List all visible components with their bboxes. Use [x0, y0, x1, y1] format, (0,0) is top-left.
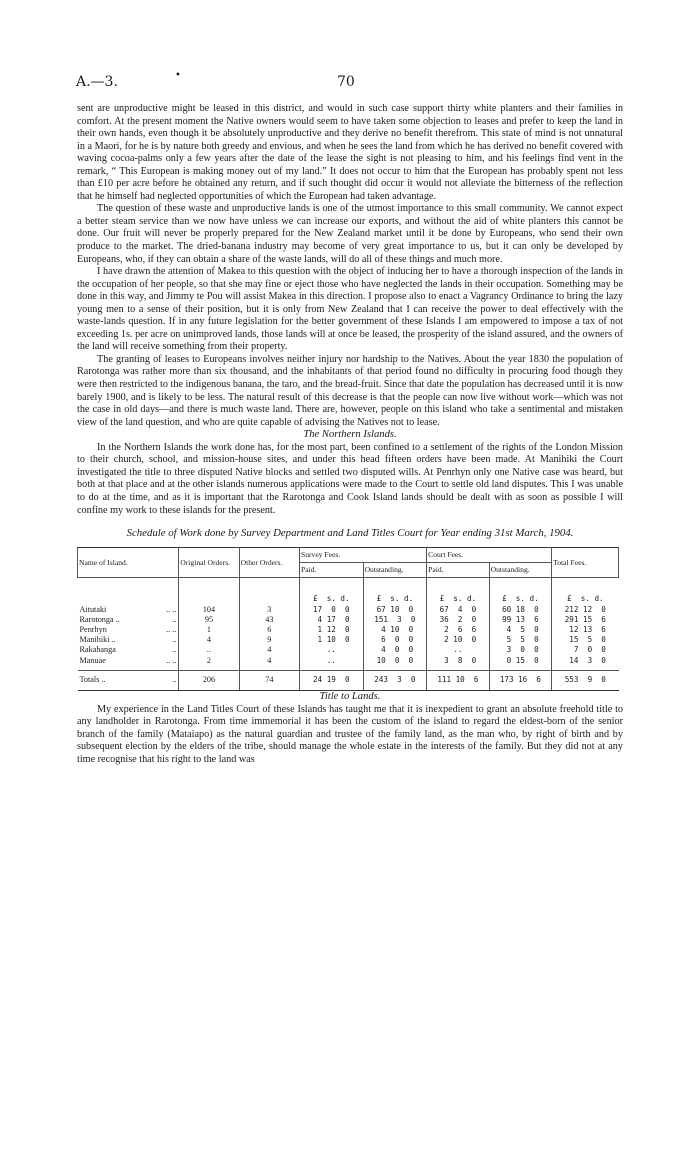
court-paid: 67 4 0 — [427, 605, 490, 615]
court-outstanding-total: 173 16 6 — [489, 670, 552, 690]
paragraph: I have drawn the attention of Makea to this question with the object of inducing her to have a thorough inspection of the lands in the occupation of her people, so that she may fine or eject those who have neglected the lands in their occupation. Something may be done in this way, and Jimmy te Pou will assist Makea in this direction. I propose also to enact a Vagrancy Ordinance to bring the lazy young men to a sense of their position, but it is only from New Zealand that I can receive the power to deal effectively with the waste-lands question. If in any future legislation for the better government of these Islands I am empowered to impose a tax of not exceeding 1s. per acre on unimproved lands, those lands will at once be leased, the prosperity of the island assured, and the owners of the land will receive something from their property. — [77, 266, 623, 353]
survey-paid: .. — [299, 656, 363, 671]
total-fees-total: 553 9 0 — [552, 670, 619, 690]
leader-dots: .. .. — [166, 625, 177, 635]
original-orders: 95 — [179, 615, 239, 625]
col-header-other: Other Orders. — [239, 548, 299, 578]
court-paid-total: 111 10 6 — [427, 670, 490, 690]
col-header-original: Original Orders. — [179, 548, 239, 578]
other-orders: 43 — [239, 615, 299, 625]
court-outstanding: 0 15 0 — [489, 656, 552, 671]
court-paid: 2 6 6 — [427, 625, 490, 635]
original-orders: 1 — [179, 625, 239, 635]
survey-outstanding: 6 0 0 — [363, 635, 427, 645]
col-header-court-fees: Court Fees. — [427, 548, 552, 563]
survey-outstanding: 4 0 0 — [363, 645, 427, 655]
page-body — [77, 103, 623, 766]
total-fees: 12 13 6 — [552, 625, 619, 635]
totals-label: Totals .. — [78, 670, 147, 690]
paragraph: In the Northern Islands the work done has, for the most part, been confined to a settlement of the rights of the London Mission to their church, school, and mission-house sites, and under this head fifteen orders have been made. At Manihiki the Court investigated the title to three disputed Native blocks and settled two disputed wills. At Penrhyn only one Native case was heard, but both at that place and at the other islands numerous applications were made to the Court to settle old land disputes. This I was unable to do at the time, and as it is important that the Rarotonga and Cook Island lands should be dealt with as soon as possible I will confine my work to these islands for the present. — [77, 441, 623, 516]
totals-row — [78, 670, 619, 690]
original-orders: .. — [179, 645, 239, 655]
leader-dots: .. — [172, 635, 177, 645]
col-header-total: Total Fees. — [552, 548, 619, 578]
col-header-survey-fees: Survey Fees. — [299, 548, 426, 563]
table-row — [78, 645, 619, 655]
other-orders: 9 — [239, 635, 299, 645]
col-header-court-paid: Paid. — [427, 563, 490, 578]
court-paid: 3 8 0 — [427, 656, 490, 671]
other-orders: 6 — [239, 625, 299, 635]
total-fees: 212 12 0 — [552, 605, 619, 615]
other-orders: 3 — [239, 605, 299, 615]
section-heading-title-to-lands: Title to Lands. — [319, 691, 381, 703]
table-row — [78, 625, 619, 635]
paragraph: The granting of leases to Europeans involves neither injury nor hardship to the Natives. About the year 1830 the population of Rarotonga was rather more than six thousand, and the inhabitants of that period found no difficulty in procuring food though they were then restricted to the indigenous banana, the taro, and the bread-fruit. Since that date the population has decreased until it is now barely 1900, and is likely to be less. The natural result of this decrease is that the people can now live without work—which was not the case in old days—and there is much waste land. There are, however, people on this island who take a sentimental and mistaken view of the land question, and who are quite capable of advising the Natives not to lease. — [77, 353, 623, 428]
court-outstanding: 5 5 0 — [489, 635, 552, 645]
island-name: Rarotonga .. — [79, 614, 120, 624]
leader-dots: .. .. — [166, 604, 177, 614]
original-orders-total: 206 — [179, 670, 239, 690]
survey-outstanding: 67 10 0 — [363, 605, 427, 615]
col-header-name: Name of Island. — [78, 548, 179, 578]
court-paid: .. — [427, 645, 490, 655]
other-orders-total: 74 — [239, 670, 299, 690]
survey-paid: 4 17 0 — [299, 615, 363, 625]
court-paid: 2 10 0 — [427, 635, 490, 645]
court-outstanding: 60 18 0 — [489, 605, 552, 615]
total-fees: 7 0 0 — [552, 645, 619, 655]
court-outstanding: 3 0 0 — [489, 645, 552, 655]
total-fees: 14 3 0 — [552, 656, 619, 671]
island-name: Rakahanga — [79, 645, 116, 655]
island-name: Manuae — [79, 655, 106, 665]
table-row — [78, 635, 619, 645]
survey-outstanding: 10 0 0 — [363, 656, 427, 671]
units-label: £ s. d. — [427, 592, 490, 604]
island-name: Penrhyn — [79, 625, 107, 635]
island-name: Manihiki .. — [79, 635, 116, 645]
leader-dots: .. — [172, 614, 177, 624]
survey-paid: .. — [299, 645, 363, 655]
col-header-survey-outstanding: Outstanding. — [363, 563, 427, 578]
schedule-title: Schedule of Work done by Survey Department and Land Titles Court for Year ending 31st March, 1904. — [126, 527, 574, 540]
leader-dots: .. — [172, 645, 177, 655]
units-label: £ s. d. — [489, 592, 552, 604]
survey-paid: 17 0 0 — [299, 605, 363, 615]
original-orders: 104 — [179, 605, 239, 615]
total-fees: 291 15 6 — [552, 615, 619, 625]
schedule-table — [77, 547, 619, 691]
survey-outstanding: 4 10 0 — [363, 625, 427, 635]
header-dot: • — [175, 70, 181, 81]
page-number: 70 — [337, 74, 355, 90]
page-header — [76, 70, 622, 94]
other-orders: 4 — [239, 645, 299, 655]
paragraph: sent are unproductive might be leased in this district, and would in such case support thirty white planters and their families in comfort. At the present moment the Native owners would seem to have taken some objection to leases and prefer to keep the land in their own hands, even though it be absolutely unproductive and they derive no benefit therefrom. This state of mind is not unnatural in a Maori, for he is by nature both greedy and envious, and when he sees the land from which he has derived no benefit covered with waving cocoa-palms only a few years after the date of the lease the sight is not pleasing to him, and his feelings find vent in the remark, “ This European is making money out of my land.” It does not occur to him that the European has probably spent not less than £10 per acre before he obtained any return, and if such thought did occur it would not alleviate the bitterness of the reflection that he himself had neglected opportunities of which the European had taken advantage. — [77, 103, 623, 202]
survey-paid-total: 24 19 0 — [299, 670, 363, 690]
col-header-survey-paid: Paid. — [299, 563, 363, 578]
col-header-court-outstanding: Outstanding. — [489, 563, 552, 578]
units-label: £ s. d. — [299, 592, 363, 604]
table-row — [78, 615, 619, 625]
total-fees: 15 5 0 — [552, 635, 619, 645]
leader-dots: .. — [146, 670, 178, 690]
court-outstanding: 99 13 6 — [489, 615, 552, 625]
court-outstanding: 4 5 0 — [489, 625, 552, 635]
survey-paid: 1 10 0 — [299, 635, 363, 645]
court-paid: 36 2 0 — [427, 615, 490, 625]
other-orders: 4 — [239, 656, 299, 671]
paragraph: The question of these waste and unproductive lands is one of the utmost importance to this small community. We cannot expect a better steam service than we now have unless we can increase our exports, and without the aid of white planters this cannot be done. Our fruit will never be properly prepared for the New Zealand market until it be done by Europeans, who send their own produce to the market. The dried-banana industry may become of very great importance to us, but it can only be developed by Europeans, who, if they can obtain a share of the waste lands, will do all of these things and much more. — [77, 203, 623, 265]
original-orders: 4 — [179, 635, 239, 645]
table-row — [78, 656, 619, 671]
units-label: £ s. d. — [552, 592, 619, 604]
survey-outstanding: 151 3 0 — [363, 615, 427, 625]
original-orders: 2 — [179, 656, 239, 671]
document-reference: A.—3. — [76, 74, 118, 90]
units-label: £ s. d. — [363, 592, 427, 604]
leader-dots: .. .. — [166, 655, 177, 665]
table-row — [78, 605, 619, 615]
island-name: Aitutaki — [79, 604, 107, 614]
survey-outstanding-total: 243 3 0 — [363, 670, 427, 690]
survey-paid: 1 12 0 — [299, 625, 363, 635]
paragraph: My experience in the Land Titles Court of these Islands has taught me that it is inexpedient to grant an absolute freehold title to any landholder in Rarotonga. From time immemorial it has been the custom of the island to regard the eldest-born of the senior branch of the family (Mataiapo) as the natural guardian and trustee of the family land, as the man who, by right of birth and by subsequent election by the elders of the tribe, should manage the whole estate in the interests of the family. But they did not at any time recognise that his right to the land was — [77, 703, 623, 765]
section-heading-northern-islands: The Northern Islands. — [303, 429, 397, 441]
